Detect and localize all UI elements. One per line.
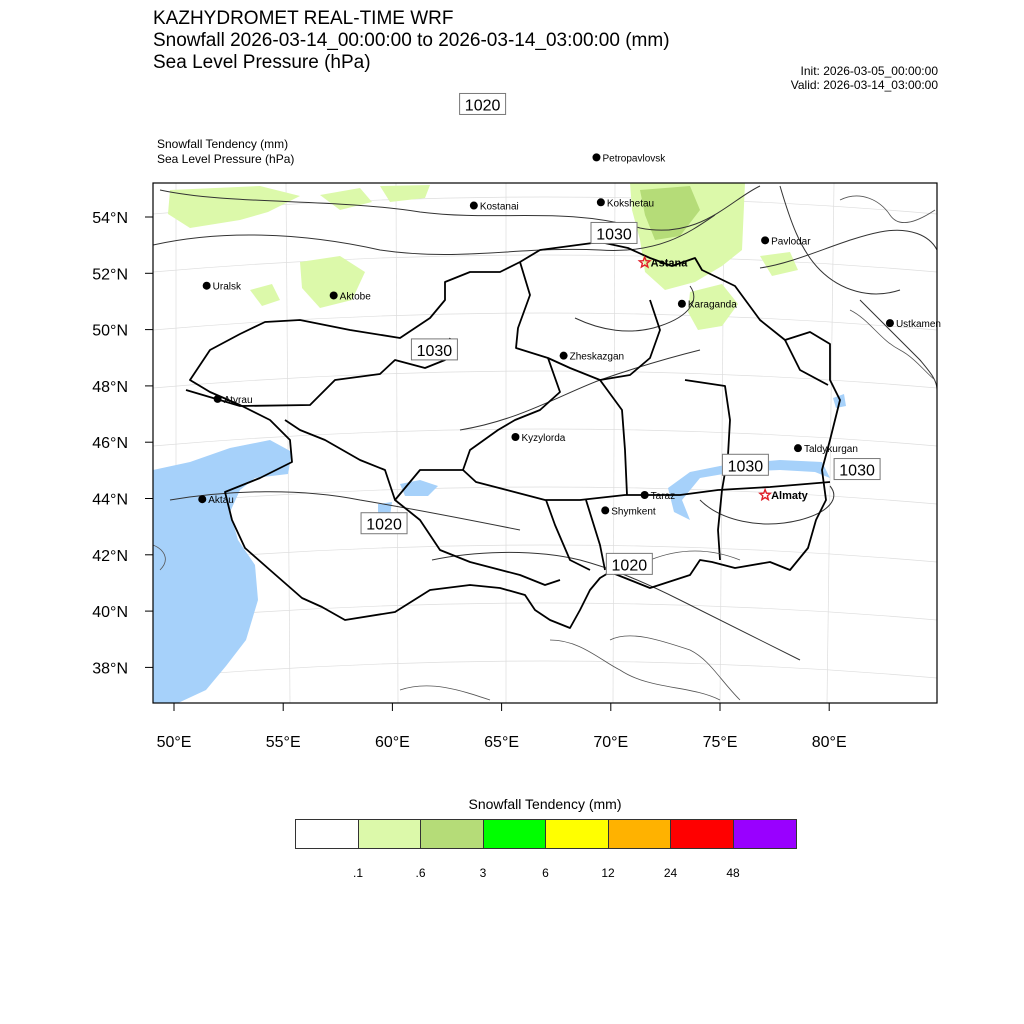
city-dot-icon (214, 395, 222, 403)
isobar-label: 1020 (464, 97, 501, 115)
city-dot-icon (203, 282, 211, 290)
colorbar-swatch (734, 820, 797, 848)
isobar-label: 1020 (366, 516, 402, 534)
lon-tick-label: 75°E (702, 734, 738, 751)
colorbar-tick-label: .1 (352, 866, 364, 880)
latitude-labels (92, 210, 128, 677)
city-label: Uralsk (212, 281, 242, 293)
city-label: Astana (650, 257, 688, 270)
city-label: Karaganda (687, 299, 737, 311)
title-line-3: Sea Level Pressure (hPa) (153, 52, 371, 73)
lat-tick-label: 50°N (92, 322, 128, 340)
city-dot-icon (198, 495, 206, 503)
isobar-label: 1030 (596, 226, 632, 244)
city-dot-icon (761, 236, 769, 244)
city-markers (198, 153, 941, 517)
title-line-2: Snowfall 2026-03-14_00:00:00 to 2026-03-14_03:00:00 (mm) (153, 30, 670, 51)
city-dot-icon (601, 506, 609, 514)
colorbar-swatch (546, 820, 609, 848)
colorbar-tick-label: 3 (479, 866, 487, 880)
city-dot-icon (470, 202, 478, 210)
city-label: Shymkent (611, 506, 656, 518)
title-line-1: KAZHYDROMET REAL-TIME WRF (153, 8, 454, 29)
water-bodies (153, 394, 846, 703)
isobar-label: 1030 (839, 462, 875, 480)
city-dot-icon (886, 319, 894, 327)
colorbar-swatch (359, 820, 422, 848)
field-line-1: Snowfall Tendency (mm) (157, 137, 289, 151)
lon-tick-label: 60°E (374, 734, 410, 751)
city-dot-icon (794, 444, 802, 452)
city-dot-icon (597, 198, 605, 206)
field-line-2: Sea Level Pressure (hPa) (157, 152, 295, 166)
city-dot-icon (641, 491, 649, 499)
city-label: Taldykurgan (803, 444, 858, 456)
colorbar-tick-label: 12 (601, 866, 615, 880)
lon-tick-label: 55°E (265, 734, 301, 751)
colorbar-tick-label: .6 (415, 866, 426, 880)
city-label: Kyzylorda (521, 432, 566, 444)
colorbar (295, 819, 797, 849)
capital-star-icon (760, 490, 770, 500)
colorbar-swatch (671, 820, 734, 848)
city-label: Kokshetau (606, 198, 655, 210)
colorbar-tick-label: 24 (663, 866, 678, 880)
lat-tick-label: 52°N (92, 266, 128, 284)
city-dot-icon (330, 291, 338, 299)
city-dot-icon (560, 352, 568, 360)
lat-tick-label: 46°N (92, 435, 128, 453)
city-dot-icon (678, 300, 686, 308)
city-label: Zheskazgan (569, 351, 625, 363)
city-label: Pavlodar (771, 236, 811, 248)
lat-tick-label: 44°N (92, 491, 128, 509)
city-label: Kostanai (479, 201, 519, 213)
isobars (153, 186, 937, 660)
valid-time: Valid: 2026-03-14_03:00:00 (790, 78, 938, 92)
longitude-ticks (174, 703, 829, 711)
city-label: Atyrau (223, 394, 253, 406)
colorbar-swatch (421, 820, 484, 848)
init-time: Init: 2026-03-05_00:00:00 (800, 64, 938, 78)
colorbar-tick-label: 48 (726, 866, 740, 880)
city-label: Taraz (650, 490, 676, 502)
lat-tick-label: 54°N (92, 210, 128, 227)
city-label: Ustkamen (895, 319, 941, 331)
city-dot-icon (511, 433, 519, 441)
legend-title: Snowfall Tendency (mm) (468, 796, 622, 812)
lon-tick-label: 70°E (593, 734, 629, 751)
lat-tick-label: 40°N (92, 604, 128, 622)
longitude-labels (157, 734, 847, 751)
lat-tick-label: 38°N (92, 660, 128, 678)
city-label: Aktau (208, 495, 234, 507)
city-dot-icon (592, 153, 600, 161)
lat-tick-label: 48°N (92, 378, 128, 396)
isobar-label: 1030 (727, 458, 764, 476)
lat-tick-label: 42°N (92, 547, 128, 565)
colorbar-swatch (296, 820, 359, 848)
isobar-label: 1030 (416, 342, 453, 360)
lon-tick-label: 80°E (811, 734, 847, 751)
isobar-label: 1020 (611, 557, 648, 575)
city-label: Aktobe (339, 291, 371, 303)
latitude-ticks (145, 217, 153, 667)
colorbar-swatch (484, 820, 547, 848)
colorbar-tick-label: 6 (542, 866, 549, 880)
lon-tick-label: 65°E (484, 734, 520, 751)
colorbar-swatch (609, 820, 672, 848)
city-label: Petropavlovsk (602, 153, 666, 165)
city-label: Almaty (771, 490, 808, 503)
lon-tick-label: 50°E (156, 734, 192, 751)
